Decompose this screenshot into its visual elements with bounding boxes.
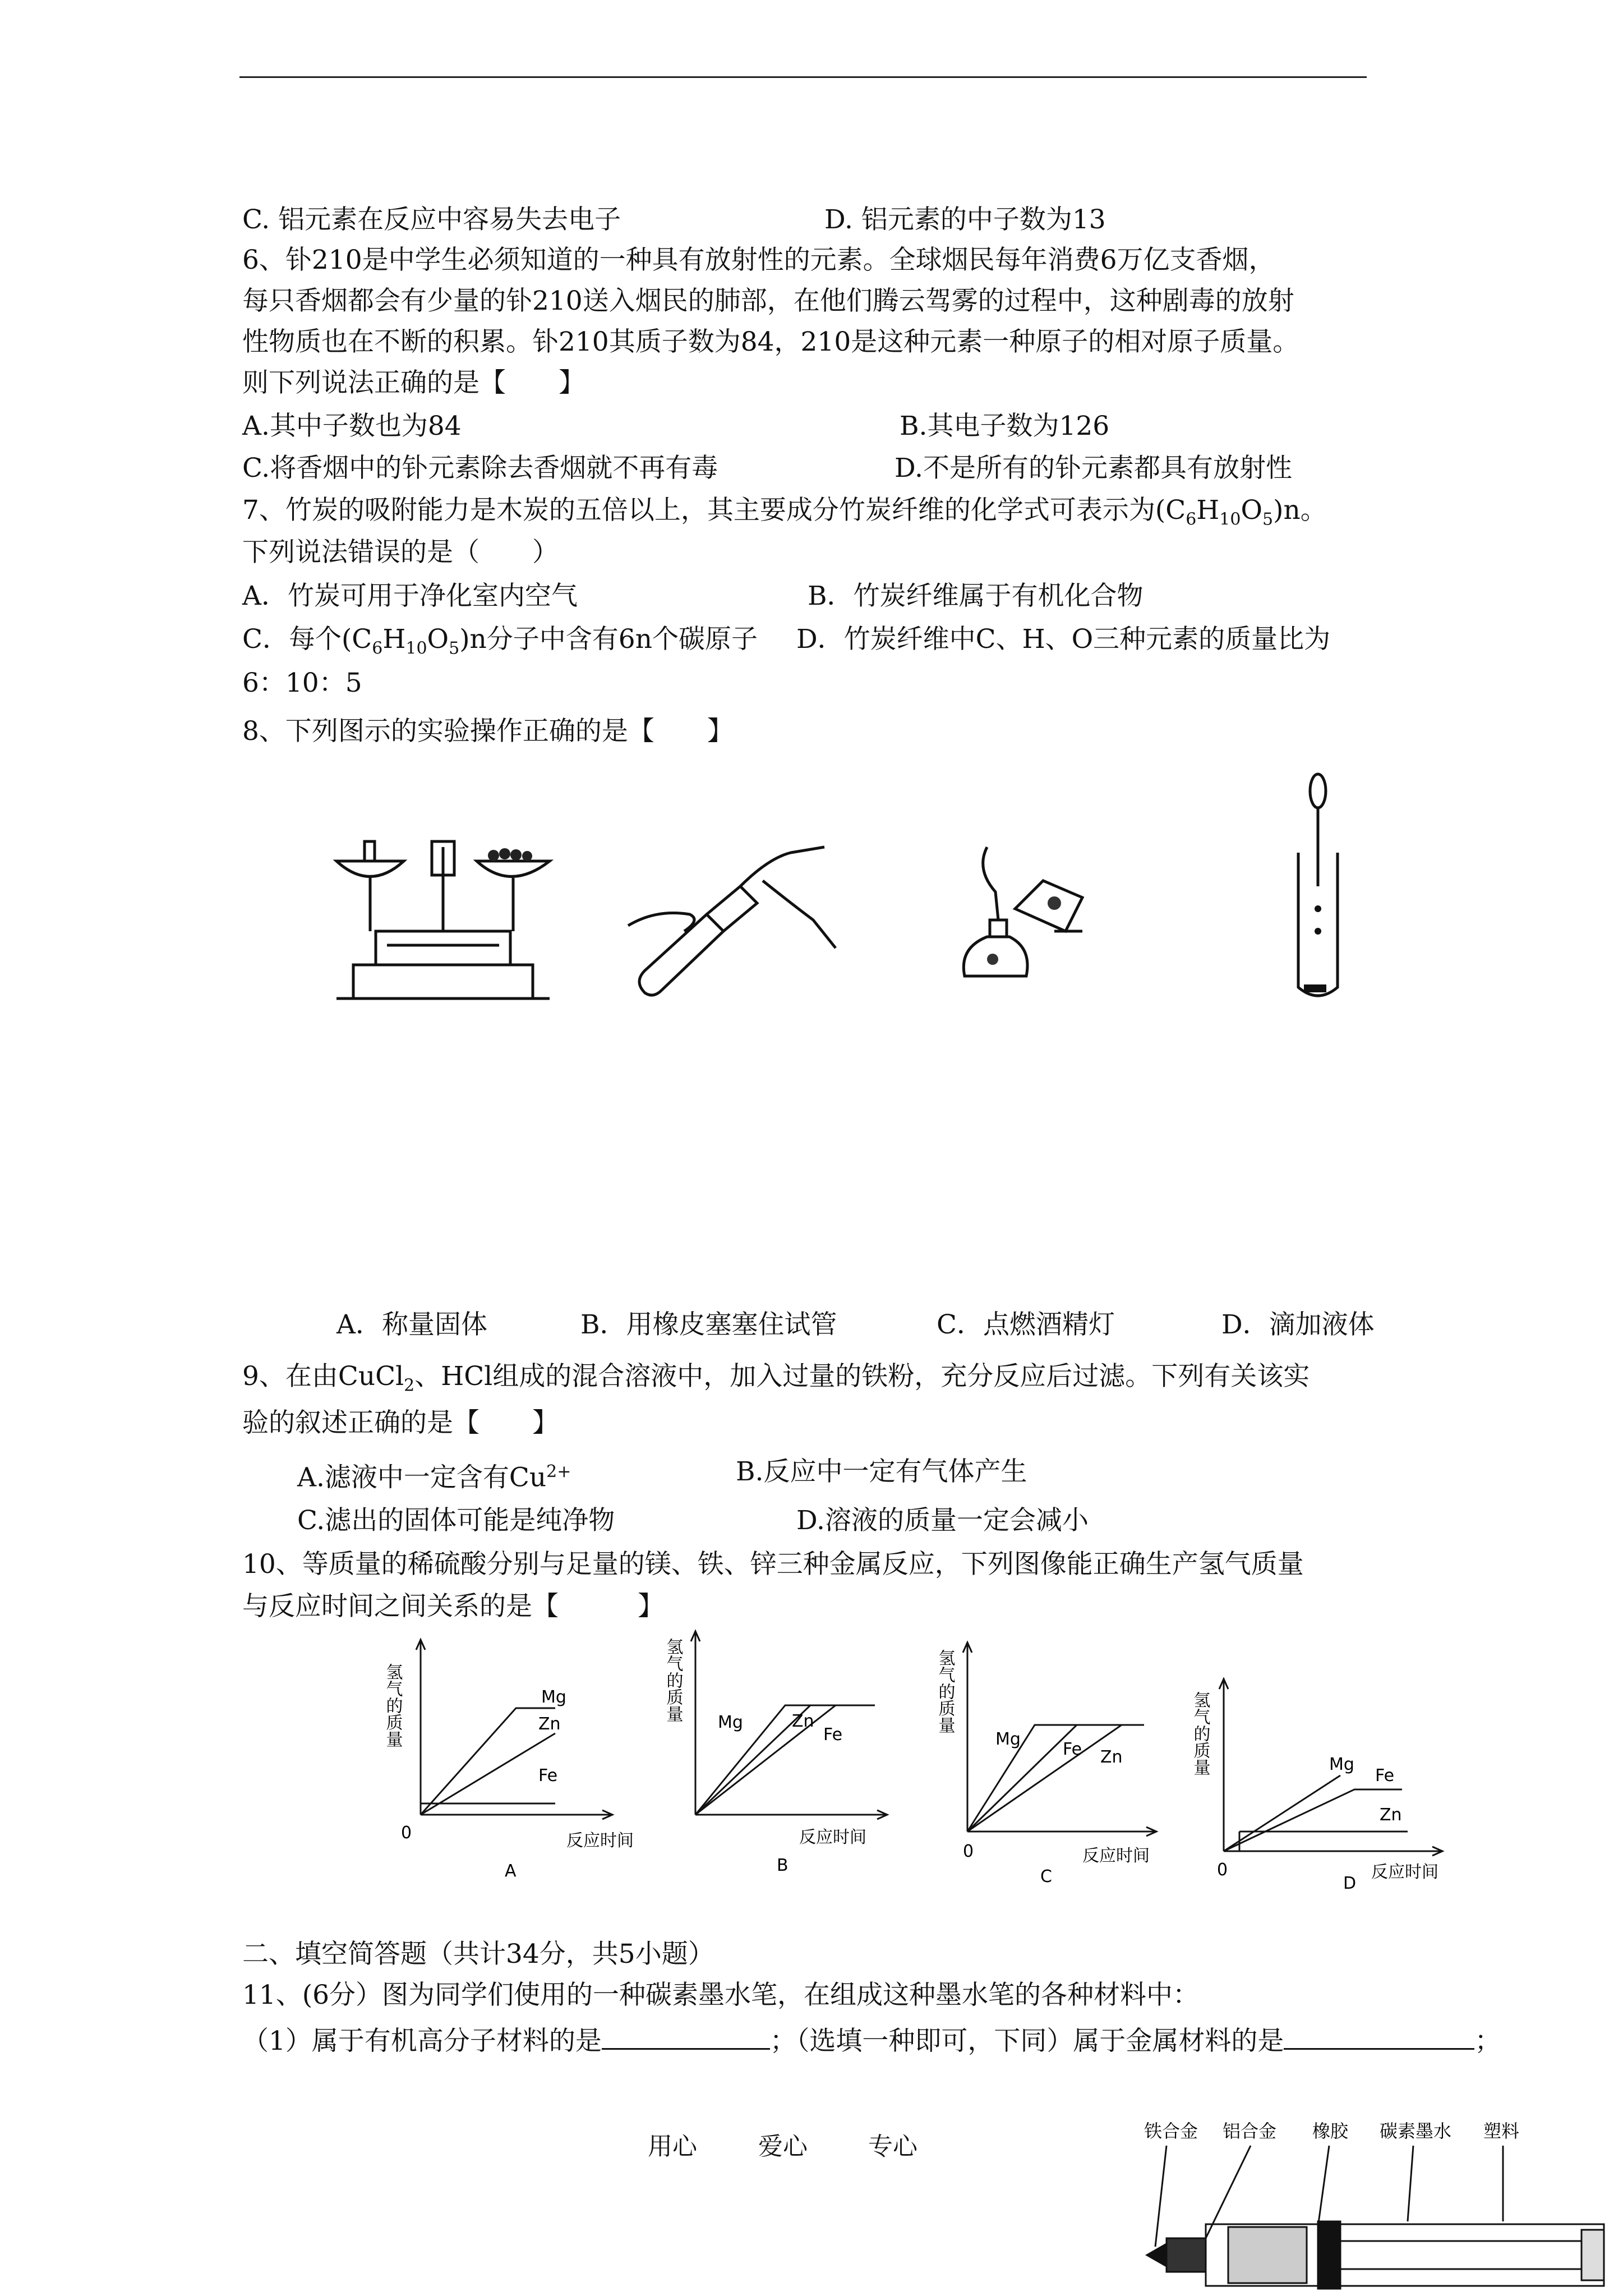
graph-a-xlabel: 反应时间	[566, 1831, 634, 1851]
q7-option-a: A．竹炭可用于净化室内空气	[242, 581, 578, 611]
graph-d-mg-line	[1224, 1775, 1340, 1851]
graph-a-ylabel: 氢气的质量	[382, 1663, 403, 1747]
section2-title: 二、填空简答题（共计34分，共5小题）	[242, 1939, 714, 1970]
graph-a-origin: 0	[401, 1823, 412, 1843]
q5-option-c: C. 铝元素在反应中容易失去电子	[242, 204, 621, 235]
q6-stem-line4: 则下列说法正确的是【 】	[242, 367, 585, 398]
q10-stem-line1: 10、等质量的稀硫酸分别与足量的镁、铁、锌三种金属反应，下列图像能正确生产氢气质量	[242, 1549, 1304, 1580]
q9-option-c: C.滤出的固体可能是纯净物	[297, 1505, 615, 1536]
q7-option-b: B．竹炭纤维属于有机化合物	[808, 581, 1144, 611]
q6-option-a: A.其中子数也为84	[242, 411, 462, 441]
q11-stem: 11、(6分）图为同学们使用的一种碳素墨水笔，在组成这种墨水笔的各种材料中：	[242, 1980, 1200, 2010]
q8-caption-c: C．点燃酒精灯	[937, 1309, 1115, 1340]
header-rule	[239, 76, 1367, 78]
q7-stem-line1: 7、竹炭的吸附能力是木炭的五倍以上，其主要成分竹炭纤维的化学式可表示为$(C_6H_{10}O_5)n$。	[242, 495, 1327, 530]
graph-d-zn-label: Zn	[1380, 1805, 1402, 1825]
q11-blank-polymer[interactable]	[602, 2020, 770, 2050]
q8-stem: 8、下列图示的实验操作正确的是【 】	[242, 716, 734, 747]
balance-scale-figure	[325, 830, 561, 1010]
graph-d	[1190, 1669, 1458, 1904]
q7-option-d-cont: 6：10：5	[242, 668, 362, 698]
q6-option-b: B.其电子数为126	[900, 411, 1110, 441]
footer-word-2: 爱心	[758, 2132, 808, 2161]
alcohol-lamp-figure	[953, 836, 1088, 982]
graph-b-xlabel: 反应时间	[799, 1828, 866, 1847]
graph-d-mg-label: Mg	[1329, 1755, 1354, 1774]
q9-option-b: B.反应中一定有气体产生	[736, 1456, 1027, 1487]
footer-word-1: 用心	[648, 2132, 697, 2161]
pen-label-plastic: 塑料	[1483, 2120, 1520, 2142]
q7-stem-line2: 下列说法错误的是（ ）	[242, 537, 559, 568]
graph-a-caption: A	[505, 1861, 517, 1881]
graph-a-zn-label: Zn	[538, 1714, 561, 1734]
pen-label-carbon-ink: 碳素墨水	[1380, 2120, 1452, 2142]
footer-word-3: 专心	[868, 2132, 917, 2161]
graph-d-origin: 0	[1217, 1860, 1228, 1880]
graph-c-caption: C	[1040, 1867, 1052, 1887]
graph-c-origin: 0	[963, 1842, 974, 1861]
graph-a-mg-line	[421, 1708, 558, 1815]
graph-c-fe-line	[967, 1725, 1077, 1832]
graph-b-mg-label: Mg	[718, 1713, 743, 1732]
q11-part1: （1）属于有机高分子材料的是 ；（选填一种即可，下同）属于金属材料的是 ；	[242, 2020, 1501, 2058]
graph-c-mg-label: Mg	[995, 1729, 1021, 1749]
q6-stem-line1: 6、钋210是中学生必须知道的一种具有放射性的元素。全球烟民每年消费6万亿支香烟，	[242, 245, 1275, 275]
graph-d-caption: D	[1343, 1874, 1357, 1893]
graph-d-fe-label: Fe	[1375, 1766, 1395, 1786]
q9-stem-line2: 验的叙述正确的是【 】	[242, 1407, 559, 1438]
q8-caption-d: D．滴加液体	[1221, 1309, 1375, 1340]
q9-option-a: A.滤液中一定含有$Cu^{2+}$	[297, 1462, 571, 1493]
q6-stem-line2: 每只香烟都会有少量的钋210送入烟民的肺部，在他们腾云驾雾的过程中，这种剧毒的放射	[242, 286, 1294, 316]
graph-b-zn-label: Zn	[792, 1711, 814, 1731]
carbon-ink-pen-figure	[1144, 2115, 1610, 2283]
graph-d-xlabel: 反应时间	[1371, 1862, 1438, 1882]
q6-stem-line3: 性物质也在不断的积累。钋210其质子数为84，210是这种元素一种原子的相对原子质量。	[242, 326, 1299, 357]
q7-option-d: D．竹炭纤维中C、H、O三种元素的质量比为	[796, 624, 1331, 655]
q10-stem-line2: 与反应时间之间关系的是【 】	[242, 1591, 664, 1622]
graph-c-zn-label: Zn	[1100, 1747, 1123, 1767]
graph-a-mg-label: Mg	[541, 1687, 566, 1707]
q9-stem-line1: 9、在由CuCl$_2$、HCl组成的混合溶液中，加入过量的铁粉，充分反应后过滤。下列有关该实	[242, 1361, 1310, 1396]
pen-label-iron-alloy: 铁合金	[1144, 2120, 1198, 2142]
graph-c-zn-line	[967, 1725, 1122, 1832]
graph-b	[663, 1621, 909, 1885]
graph-b-fe-line	[695, 1705, 836, 1815]
q11-blank-metal[interactable]	[1284, 2020, 1474, 2050]
pen-label-aluminum-alloy: 铝合金	[1223, 2120, 1277, 2142]
graph-a-fe-label: Fe	[538, 1766, 558, 1786]
test-tube-stopper-figure	[623, 836, 841, 1004]
q8-caption-b: B．用橡皮塞塞住试管	[580, 1309, 837, 1340]
graph-b-caption: B	[777, 1856, 789, 1875]
graph-c-mg-line	[967, 1725, 1144, 1832]
q8-caption-a: A．称量固体	[336, 1309, 487, 1340]
graph-c-xlabel: 反应时间	[1082, 1846, 1150, 1866]
graph-b-ylabel: 氢气的质量	[663, 1638, 683, 1722]
graph-c-fe-label: Fe	[1063, 1740, 1082, 1759]
graph-b-fe-label: Fe	[823, 1725, 843, 1745]
graph-d-ylabel: 氢气的质量	[1190, 1691, 1210, 1775]
graph-a-zn-line	[421, 1733, 558, 1815]
q9-option-d: D.溶液的质量一定会减小	[796, 1505, 1089, 1536]
graph-c-ylabel: 氢气的质量	[935, 1649, 955, 1733]
graph-d-fe-line	[1224, 1789, 1402, 1851]
pen-label-rubber: 橡胶	[1312, 2120, 1349, 2142]
graph-c	[937, 1632, 1172, 1896]
graph-a	[382, 1630, 651, 1893]
q6-option-d: D.不是所有的钋元素都具有放射性	[895, 453, 1292, 484]
q5-option-d: D. 铝元素的中子数为13	[824, 204, 1106, 235]
dropper-figure	[1284, 769, 1352, 1004]
q6-option-c: C.将香烟中的钋元素除去香烟就不再有毒	[242, 453, 718, 484]
q7-option-c: C．每个$(C_6H_{10}O_5)n$分子中含有6n个碳原子	[242, 624, 758, 659]
